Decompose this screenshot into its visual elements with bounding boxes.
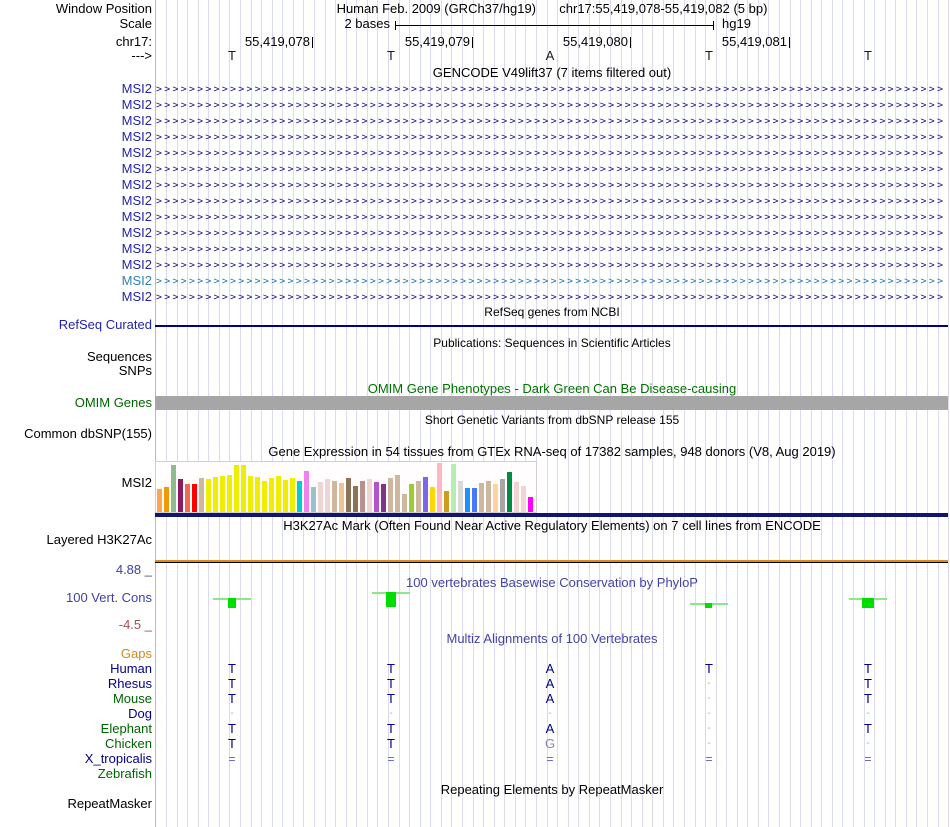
gtex-bar[interactable] <box>297 481 302 512</box>
gtex-bar[interactable] <box>367 479 372 512</box>
alignment-cell: T <box>864 721 872 736</box>
base-letter: T <box>387 48 395 63</box>
phylop-title[interactable]: 100 vertebrates Basewise Conservation by PhyloP <box>406 575 698 590</box>
transcript-arrows[interactable]: >>>>>>>>>>>>>>>>>>>>>>>>>>>>>>>>>>>>>>>>>>>>>>>>>>>>>>>>>>>>>>>>>>>>>>>>>>>>>>>>>>>>>>>>>>>>>>>> <box>156 180 946 191</box>
alignment-cell: - <box>866 708 870 719</box>
transcript-arrows[interactable]: >>>>>>>>>>>>>>>>>>>>>>>>>>>>>>>>>>>>>>>>>>>>>>>>>>>>>>>>>>>>>>>>>>>>>>>>>>>>>>>>>>>>>>>>>>>>>>>> <box>156 196 946 207</box>
transcript-arrows[interactable]: >>>>>>>>>>>>>>>>>>>>>>>>>>>>>>>>>>>>>>>>>>>>>>>>>>>>>>>>>>>>>>>>>>>>>>>>>>>>>>>>>>>>>>>>>>>>>>>> <box>156 228 946 239</box>
alignment-cell: T <box>228 736 236 751</box>
refseq-curated-label[interactable]: RefSeq Curated <box>58 317 152 332</box>
species-row-label-rhesus[interactable]: Rhesus <box>107 676 152 691</box>
omim-bar[interactable] <box>155 396 948 410</box>
gtex-bar[interactable] <box>381 484 386 512</box>
gtex-gene-model-bar[interactable] <box>155 513 948 517</box>
gencode-transcript-label[interactable]: MSI2 <box>121 241 152 256</box>
position-range: chr17:55,419,078-55,419,082 (5 bp) <box>559 1 768 16</box>
gtex-bar[interactable] <box>458 481 463 512</box>
gtex-bar[interactable] <box>276 476 281 512</box>
transcript-arrows[interactable]: >>>>>>>>>>>>>>>>>>>>>>>>>>>>>>>>>>>>>>>>>>>>>>>>>>>>>>>>>>>>>>>>>>>>>>>>>>>>>>>>>>>>>>>>>>>>>>>> <box>156 260 946 271</box>
gtex-bar[interactable] <box>199 478 204 512</box>
alignment-cell: - <box>707 693 711 704</box>
gencode-transcript-label[interactable]: MSI2 <box>121 145 152 160</box>
species-row-label-x_tropicalis[interactable]: X_tropicalis <box>84 751 152 766</box>
alignment-cell: - <box>548 708 552 719</box>
alignment-cell: A <box>545 691 555 706</box>
gtex-bar[interactable] <box>248 476 253 512</box>
alignment-cell: A <box>545 676 555 691</box>
gtex-bar[interactable] <box>360 481 365 512</box>
gtex-bar[interactable] <box>290 478 295 512</box>
alignment-cell: T <box>228 691 236 706</box>
assembly-tag: hg19 <box>722 16 751 31</box>
gtex-bar[interactable] <box>227 475 232 512</box>
transcript-arrows[interactable]: >>>>>>>>>>>>>>>>>>>>>>>>>>>>>>>>>>>>>>>>>>>>>>>>>>>>>>>>>>>>>>>>>>>>>>>>>>>>>>>>>>>>>>>>>>>>>>>> <box>156 100 946 111</box>
alignment-cell: T <box>228 676 236 691</box>
species-row-label-zebrafish[interactable]: Zebrafish <box>97 766 152 781</box>
gtex-gene-label[interactable]: MSI2 <box>121 475 152 490</box>
ruler-tick: 55,419,080 <box>511 35 631 49</box>
gtex-bar[interactable] <box>514 482 519 512</box>
gtex-bar[interactable] <box>430 487 435 512</box>
species-row-label-human[interactable]: Human <box>110 661 152 676</box>
gtex-bar[interactable] <box>164 487 169 512</box>
gtex-bar[interactable] <box>304 471 309 512</box>
gtex-bar[interactable] <box>472 488 477 512</box>
gtex-bar[interactable] <box>493 484 498 512</box>
phylop-min-label: -4.5 _ <box>118 617 152 632</box>
alignment-cell: G <box>544 736 556 751</box>
species-row-label-gaps[interactable]: Gaps <box>120 646 152 661</box>
grid-line <box>948 0 949 827</box>
gtex-bar[interactable] <box>283 480 288 512</box>
gencode-transcript-label[interactable]: MSI2 <box>121 129 152 144</box>
gtex-bar[interactable] <box>311 487 316 512</box>
gencode-transcript-label[interactable]: MSI2 <box>121 225 152 240</box>
header-title-row <box>156 2 948 16</box>
alignment-cell: T <box>864 676 872 691</box>
gencode-transcript-label[interactable]: MSI2 <box>121 289 152 304</box>
alignment-cell: - <box>707 723 711 734</box>
gencode-transcript-label[interactable]: MSI2 <box>121 113 152 128</box>
chrom-label: chr17: <box>115 34 152 49</box>
alignment-cell: T <box>387 736 395 751</box>
alignment-cell: T <box>387 661 395 676</box>
gtex-bar[interactable] <box>437 463 442 512</box>
transcript-arrows[interactable]: >>>>>>>>>>>>>>>>>>>>>>>>>>>>>>>>>>>>>>>>>>>>>>>>>>>>>>>>>>>>>>>>>>>>>>>>>>>>>>>>>>>>>>>>>>>>>>>> <box>156 244 946 255</box>
scale-label: Scale <box>119 16 152 31</box>
ruler-tick: 55,419,081 <box>670 35 790 49</box>
alignment-cell: T <box>387 691 395 706</box>
species-row-label-chicken[interactable]: Chicken <box>105 736 152 751</box>
gtex-bar[interactable] <box>206 479 211 512</box>
alignment-cell: - <box>230 708 234 719</box>
refseq-title[interactable]: RefSeq genes from NCBI <box>484 305 620 319</box>
gtex-bar[interactable] <box>465 488 470 512</box>
assembly-title: Human Feb. 2009 (GRCh37/hg19) <box>336 1 537 16</box>
gencode-transcript-label[interactable]: MSI2 <box>121 161 152 176</box>
gtex-bar[interactable] <box>500 479 505 512</box>
gencode-transcript-label[interactable]: MSI2 <box>121 257 152 272</box>
gtex-bar[interactable] <box>234 465 239 512</box>
gtex-bar[interactable] <box>402 494 407 512</box>
ruler-tick: 55,419,079 <box>353 35 473 49</box>
gtex-bar[interactable] <box>353 486 358 512</box>
gtex-bar[interactable] <box>255 477 260 512</box>
gencode-transcript-label[interactable]: MSI2 <box>121 273 152 288</box>
repeatmasker-title[interactable]: Repeating Elements by RepeatMasker <box>440 782 664 797</box>
refseq-curated-line[interactable] <box>155 325 948 327</box>
gtex-bar[interactable] <box>346 478 351 512</box>
transcript-arrows[interactable]: >>>>>>>>>>>>>>>>>>>>>>>>>>>>>>>>>>>>>>>>>>>>>>>>>>>>>>>>>>>>>>>>>>>>>>>>>>>>>>>>>>>>>>>>>>>>>>>> <box>156 212 946 223</box>
gtex-bar[interactable] <box>409 484 414 512</box>
gtex-bar[interactable] <box>262 481 267 512</box>
gtex-bar[interactable] <box>269 478 274 512</box>
gtex-bar[interactable] <box>423 477 428 512</box>
sequences-label[interactable]: Sequences <box>86 349 152 364</box>
phylop-mark[interactable] <box>705 603 712 608</box>
transcript-arrows[interactable]: >>>>>>>>>>>>>>>>>>>>>>>>>>>>>>>>>>>>>>>>>>>>>>>>>>>>>>>>>>>>>>>>>>>>>>>>>>>>>>>>>>>>>>>>>>>>>>>> <box>156 132 946 143</box>
snps-label[interactable]: SNPs <box>118 363 152 378</box>
alignment-cell: - <box>707 708 711 719</box>
gtex-bar[interactable] <box>528 497 533 512</box>
gtex-bar[interactable] <box>192 484 197 512</box>
base-letter: T <box>228 48 236 63</box>
alignment-cell: T <box>387 676 395 691</box>
h3k27ac-label[interactable]: Layered H3K27Ac <box>46 532 152 547</box>
gtex-bar[interactable] <box>395 475 400 512</box>
transcript-arrows[interactable]: >>>>>>>>>>>>>>>>>>>>>>>>>>>>>>>>>>>>>>>>>>>>>>>>>>>>>>>>>>>>>>>>>>>>>>>>>>>>>>>>>>>>>>>>>>>>>>>> <box>156 84 946 95</box>
ruler-tick: 55,419,078 <box>193 35 313 49</box>
gtex-bar[interactable] <box>325 479 330 512</box>
gtex-bar[interactable] <box>332 481 337 512</box>
species-row-label-dog[interactable]: Dog <box>128 706 152 721</box>
window-position-label: Window Position <box>55 1 152 16</box>
transcript-arrows[interactable]: >>>>>>>>>>>>>>>>>>>>>>>>>>>>>>>>>>>>>>>>>>>>>>>>>>>>>>>>>>>>>>>>>>>>>>>>>>>>>>>>>>>>>>>>>>>>>>>> <box>156 276 946 287</box>
phylop-mark[interactable] <box>862 598 874 608</box>
phylop-mark[interactable] <box>228 598 236 608</box>
gencode-transcript-label[interactable]: MSI2 <box>121 81 152 96</box>
base-letter: A <box>545 48 555 63</box>
dbsnp-label[interactable]: Common dbSNP(155) <box>24 426 152 441</box>
gtex-bar[interactable] <box>213 477 218 512</box>
transcript-arrows[interactable]: >>>>>>>>>>>>>>>>>>>>>>>>>>>>>>>>>>>>>>>>>>>>>>>>>>>>>>>>>>>>>>>>>>>>>>>>>>>>>>>>>>>>>>>>>>>>>>>> <box>156 292 946 303</box>
phylop-top-border <box>155 562 948 563</box>
alignment-cell: = <box>228 752 236 766</box>
phylop-max-label: 4.88 _ <box>115 562 152 577</box>
gtex-bar[interactable] <box>388 478 393 512</box>
alignment-cell: T <box>228 721 236 736</box>
alignment-cell: T <box>387 721 395 736</box>
species-row-label-elephant[interactable]: Elephant <box>100 721 152 736</box>
scale-bar <box>395 21 714 30</box>
alignment-cell: - <box>389 708 393 719</box>
gencode-title[interactable]: GENCODE V49lift37 (7 items filtered out) <box>432 65 672 80</box>
transcript-arrows[interactable]: >>>>>>>>>>>>>>>>>>>>>>>>>>>>>>>>>>>>>>>>>>>>>>>>>>>>>>>>>>>>>>>>>>>>>>>>>>>>>>>>>>>>>>>>>>>>>>>> <box>156 116 946 127</box>
strand-label: ---> <box>131 48 152 63</box>
publications-title[interactable]: Publications: Sequences in Scientific Articles <box>433 336 671 350</box>
gtex-bar[interactable] <box>374 482 379 512</box>
repeatmasker-label[interactable]: RepeatMasker <box>67 796 152 811</box>
base-letter: T <box>864 48 872 63</box>
transcript-arrows[interactable]: >>>>>>>>>>>>>>>>>>>>>>>>>>>>>>>>>>>>>>>>>>>>>>>>>>>>>>>>>>>>>>>>>>>>>>>>>>>>>>>>>>>>>>>>>>>>>>>> <box>156 164 946 175</box>
gtex-bar[interactable] <box>479 483 484 512</box>
gtex-bar[interactable] <box>157 489 162 512</box>
alignment-cell: A <box>545 721 555 736</box>
gtex-bar[interactable] <box>185 484 190 512</box>
alignment-cell: - <box>866 738 870 749</box>
gencode-transcript-label[interactable]: MSI2 <box>121 97 152 112</box>
gtex-bar[interactable] <box>220 476 225 512</box>
gtex-bar[interactable] <box>451 464 456 512</box>
h3k27ac-title[interactable]: H3K27Ac Mark (Often Found Near Active Regulatory Elements) on 7 cell lines from ENCODE <box>283 518 821 533</box>
alignment-cell: A <box>545 661 555 676</box>
alignment-cell: - <box>707 738 711 749</box>
gencode-transcript-label[interactable]: MSI2 <box>121 209 152 224</box>
phylop-mark[interactable] <box>386 592 396 607</box>
alignment-cell: - <box>707 678 711 689</box>
gtex-bar[interactable] <box>486 481 491 512</box>
gtex-bar[interactable] <box>241 465 246 512</box>
alignment-cell: T <box>864 661 872 676</box>
gtex-bar[interactable] <box>521 486 526 512</box>
scale-value: 2 bases <box>344 16 390 31</box>
alignment-cell: = <box>387 752 395 766</box>
alignment-cell: T <box>705 661 713 676</box>
omim-title[interactable]: OMIM Gene Phenotypes - Dark Green Can Be Disease-causing <box>367 381 737 396</box>
species-row-label-mouse[interactable]: Mouse <box>112 691 152 706</box>
base-letter: T <box>705 48 713 63</box>
alignment-cell: T <box>864 691 872 706</box>
gtex-bar[interactable] <box>444 491 449 512</box>
gtex-bar[interactable] <box>416 481 421 512</box>
dbsnp-title[interactable]: Short Genetic Variants from dbSNP release 155 <box>424 413 680 427</box>
gtex-bar[interactable] <box>178 479 183 512</box>
alignment-cell: = <box>705 752 713 766</box>
gtex-bar[interactable] <box>507 472 512 512</box>
alignment-cell: T <box>228 661 236 676</box>
gtex-bar[interactable] <box>339 483 344 512</box>
multiz-title[interactable]: Multiz Alignments of 100 Vertebrates <box>446 631 658 646</box>
alignment-cell: = <box>546 752 554 766</box>
gencode-transcript-label[interactable]: MSI2 <box>121 177 152 192</box>
transcript-arrows[interactable]: >>>>>>>>>>>>>>>>>>>>>>>>>>>>>>>>>>>>>>>>>>>>>>>>>>>>>>>>>>>>>>>>>>>>>>>>>>>>>>>>>>>>>>>>>>>>>>>> <box>156 148 946 159</box>
gtex-title[interactable]: Gene Expression in 54 tissues from GTEx RNA-seq of 17382 samples, 948 donors (V8, Aug 2019) <box>268 444 836 459</box>
gtex-bar[interactable] <box>318 482 323 512</box>
gtex-bar[interactable] <box>171 465 176 512</box>
alignment-cell: = <box>864 752 872 766</box>
phylop-track-label[interactable]: 100 Vert. Cons <box>66 590 152 605</box>
omim-genes-label[interactable]: OMIM Genes <box>74 395 152 410</box>
gencode-transcript-label[interactable]: MSI2 <box>121 193 152 208</box>
